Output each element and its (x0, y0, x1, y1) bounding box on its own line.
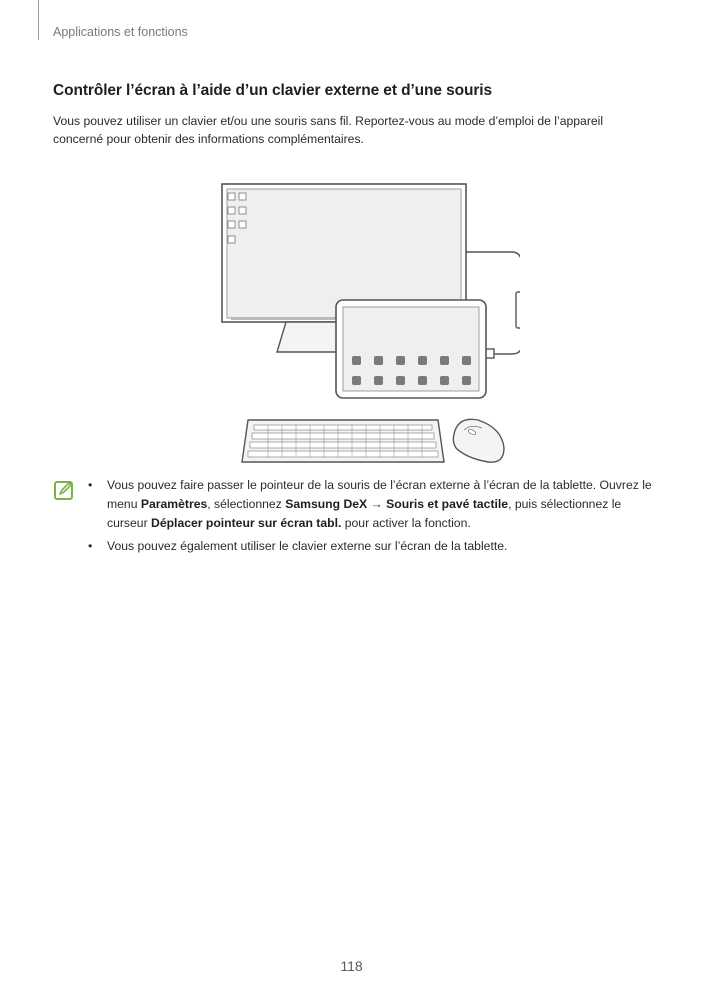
bullet: • (88, 539, 93, 553)
menu-path-settings: Paramètres (140, 497, 208, 511)
keyboard-illustration (242, 420, 444, 462)
note-text: Vous pouvez faire passer le pointeur de la souris de l’écran externe à l’écran de la tablette. Ouvrez le menu (107, 478, 652, 511)
note-text: pour activer la fonction. (341, 516, 471, 530)
header-divider (38, 0, 39, 40)
notes-list (88, 476, 658, 560)
mouse-illustration (453, 419, 504, 462)
note-item (88, 537, 658, 556)
section-label: Applications et fonctions (53, 25, 188, 39)
tablet-illustration (336, 300, 486, 398)
note-text: Vous pouvez également utiliser le clavier externe sur l’écran de la tablette. (107, 539, 508, 553)
note-text: , sélectionnez (207, 497, 286, 511)
page-number: 118 (340, 958, 363, 974)
note-icon (53, 479, 75, 501)
bullet: • (88, 478, 93, 492)
menu-path-samsung-dex: Samsung DeX (285, 497, 368, 511)
note-text: , puis sélectionnez le curseur (107, 497, 622, 530)
page-title: Contrôler l’écran à l’aide d’un clavier externe et d’une souris (53, 82, 493, 99)
dex-setup-illustration (220, 180, 520, 472)
arrow-right-icon: → (370, 497, 383, 511)
menu-path-mouse-touchpad: Souris et pavé tactile (386, 497, 509, 511)
option-move-pointer: Déplacer pointeur sur écran tabl. (151, 516, 342, 530)
note-item (88, 476, 658, 533)
intro-paragraph: Vous pouvez utiliser un clavier et/ou une souris sans fil. Reportez-vous au mode d’emploi de l’appareil concerné pour obtenir des informations complémentaires. (53, 114, 604, 146)
